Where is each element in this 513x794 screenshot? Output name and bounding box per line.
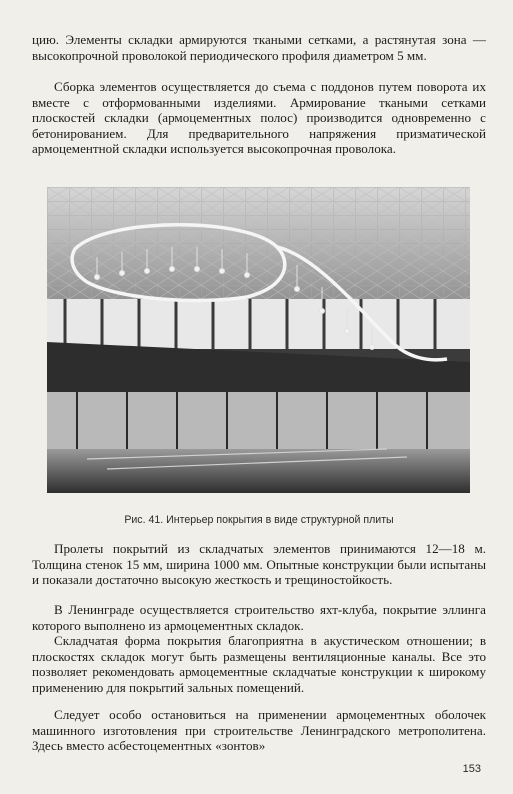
paragraph-3: Пролеты покрытий из складчатых элементов принимаются 12—18 м. Толщина стенок 15 мм, ширина 1000 мм. Опытные конструкции были испытаны и показали достаточно высокую жесткость и трещиностойкость. bbox=[32, 541, 486, 588]
paragraph-2: Сборка элементов осуществляется до съема с поддонов путем поворота их вместе с отформованными изделиями. Армирование ткаными сетками плоскостей складки (армоцементных полос) производится одновременно с бетонированием. Для предварительного напряжения призматической армоцементной складки используется высокопрочная проволока. bbox=[32, 79, 486, 157]
page-number: 153 bbox=[462, 763, 481, 775]
paragraph-6: Следует особо остановиться на применении армоцементных оболочек машинного изготовления при строительстве Ленинградского метрополитена. Здесь вместо асбестоцементных «зонтов» bbox=[32, 707, 486, 754]
figure-photo-interior-ceiling bbox=[47, 187, 470, 493]
photo-illustration bbox=[47, 187, 470, 493]
paragraph-5: Складчатая форма покрытия благоприятна в акустическом отношении; в плоскостях складок могут быть размещены вентиляционные каналы. Все это позволяет рекомендовать армоцементные складчатые конструкции к широкому применению для покрытий зальных помещений. bbox=[32, 633, 486, 695]
paragraph-4: В Ленинграде осуществляется строительство яхт-клуба, покрытие эллинга которого выполнено из армоцементных складок. bbox=[32, 602, 486, 633]
paragraph-1: цию. Элементы складки армируются ткаными сетками, а растянутая зона — высокопрочной проволокой периодического профиля диаметром 5 мм. bbox=[32, 32, 486, 63]
figure-caption: Рис. 41. Интерьер покрытия в виде структурной плиты bbox=[124, 514, 394, 526]
